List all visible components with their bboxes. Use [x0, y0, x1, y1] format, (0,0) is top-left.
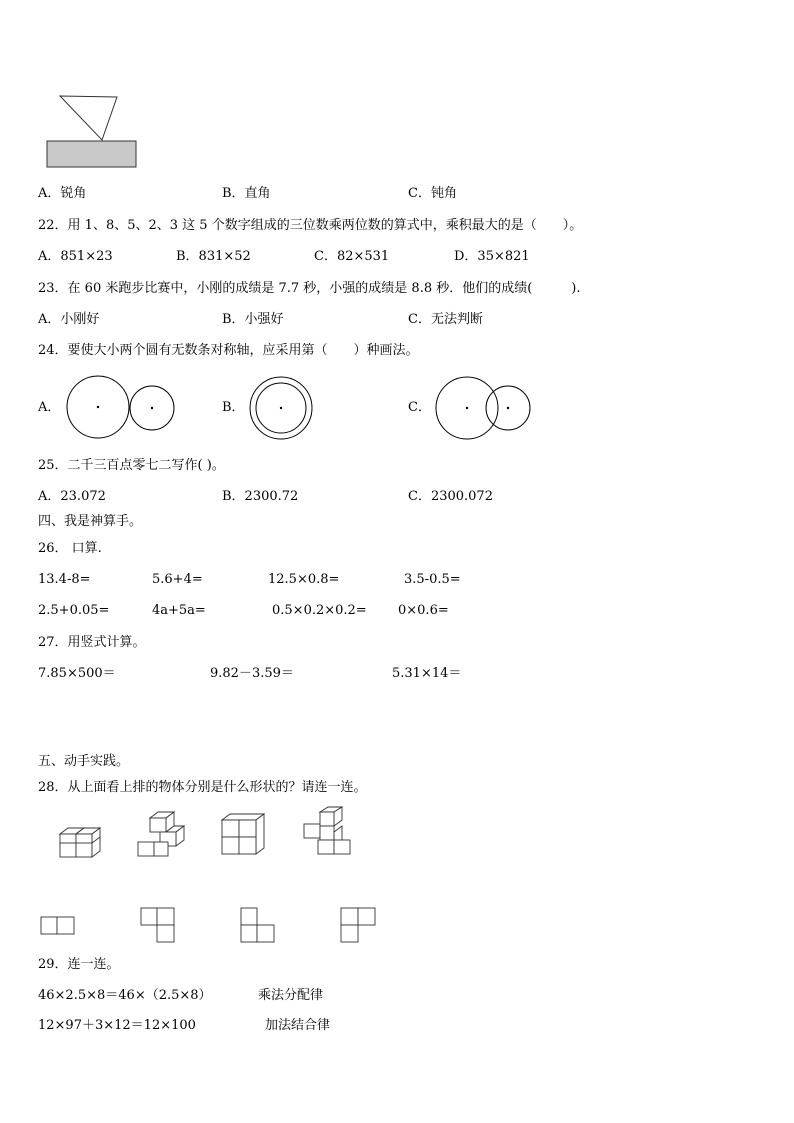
q24-figure-b: [249, 376, 315, 442]
q27-item: 5.31×14＝: [392, 666, 462, 681]
q26-item: 13.4-8=: [38, 572, 91, 587]
q22-option-b[interactable]: B．831×52: [176, 249, 251, 264]
q26-item: 12.5×0.8=: [268, 572, 340, 587]
q25-option-b[interactable]: B．2300.72: [222, 489, 299, 504]
center-dot: [280, 407, 282, 409]
q29-left-item[interactable]: 46×2.5×8＝46×（2.5×8）: [38, 988, 212, 1003]
q28-view-4: [340, 907, 378, 945]
q28-object-2: [136, 810, 188, 862]
q21-figure: [44, 94, 140, 170]
q28-object-1: [56, 826, 106, 860]
q26-item: 0.5×0.2×0.2=: [272, 603, 367, 618]
q28-object-4: [300, 806, 356, 860]
base-block: [47, 141, 136, 167]
q23-option-b[interactable]: B．小强好: [222, 312, 284, 327]
q28-object-3: [220, 812, 268, 858]
q24-label-c[interactable]: C．: [408, 400, 431, 415]
q28-view-3: [240, 907, 276, 945]
q25-option-c[interactable]: C．2300.072: [408, 489, 493, 504]
q21-option-c[interactable]: C．钝角: [408, 186, 457, 201]
q28-view-2: [140, 907, 176, 945]
q25-stem: 25．二千三百点零七二写作( )。: [38, 458, 225, 473]
q29-stem: 29．连一连。: [38, 957, 120, 972]
q24-label-b[interactable]: B．: [222, 400, 245, 415]
q21-option-b[interactable]: B．直角: [222, 186, 271, 201]
center-dot: [97, 406, 99, 408]
q29-right-item[interactable]: 乘法分配律: [258, 988, 324, 1003]
q26-stem: 26． 口算.: [38, 541, 102, 556]
q28-view-1: [40, 916, 76, 936]
q23-stem: 23．在 60 米跑步比赛中，小刚的成绩是 7.7 秒，小强的成绩是 8.8 秒．他们的成绩( ).: [38, 281, 581, 296]
q25-option-a[interactable]: A．23.072: [38, 489, 106, 504]
q24-stem: 24．要使大小两个圆有无数条对称轴，应采用第（ ）种画法。: [38, 343, 419, 358]
q26-item: 0×0.6=: [398, 603, 449, 618]
q22-option-a[interactable]: A．851×23: [38, 249, 113, 264]
q27-item: 7.85×500＝: [38, 666, 116, 681]
q22-stem: 22．用 1、8、5、2、3 这 5 个数字组成的三位数乘两位数的算式中，乘积最大的是（ ）。: [38, 218, 583, 233]
q23-option-a[interactable]: A．小刚好: [38, 312, 100, 327]
section-5-heading: 五、动手实践。: [38, 754, 130, 769]
q24-figure-a: [66, 375, 178, 441]
q24-label-a[interactable]: A．: [38, 400, 61, 415]
q26-item: 3.5-0.5=: [404, 572, 461, 587]
q28-stem: 28．从上面看上排的物体分别是什么形状的？请连一连。: [38, 780, 367, 795]
q27-item: 9.82－3.59＝: [210, 666, 294, 681]
q22-option-c[interactable]: C．82×531: [314, 249, 390, 264]
q26-item: 4a+5a=: [152, 603, 206, 618]
q26-item: 2.5+0.05=: [38, 603, 110, 618]
center-dot: [466, 407, 468, 409]
q26-item: 5.6+4=: [152, 572, 203, 587]
q24-figure-c: [435, 376, 535, 442]
q27-stem: 27．用竖式计算。: [38, 635, 146, 650]
center-dot: [507, 407, 509, 409]
q23-option-c[interactable]: C．无法判断: [408, 312, 483, 327]
q21-option-a[interactable]: A．锐角: [38, 186, 87, 201]
triangle-ruler: [60, 96, 117, 140]
q29-left-item[interactable]: 12×97＋3×12＝12×100: [38, 1018, 196, 1033]
section-4-heading: 四、我是神算手。: [38, 514, 143, 529]
center-dot: [151, 407, 153, 409]
q22-option-d[interactable]: D．35×821: [454, 249, 530, 264]
q29-right-item[interactable]: 加法结合律: [265, 1018, 331, 1033]
